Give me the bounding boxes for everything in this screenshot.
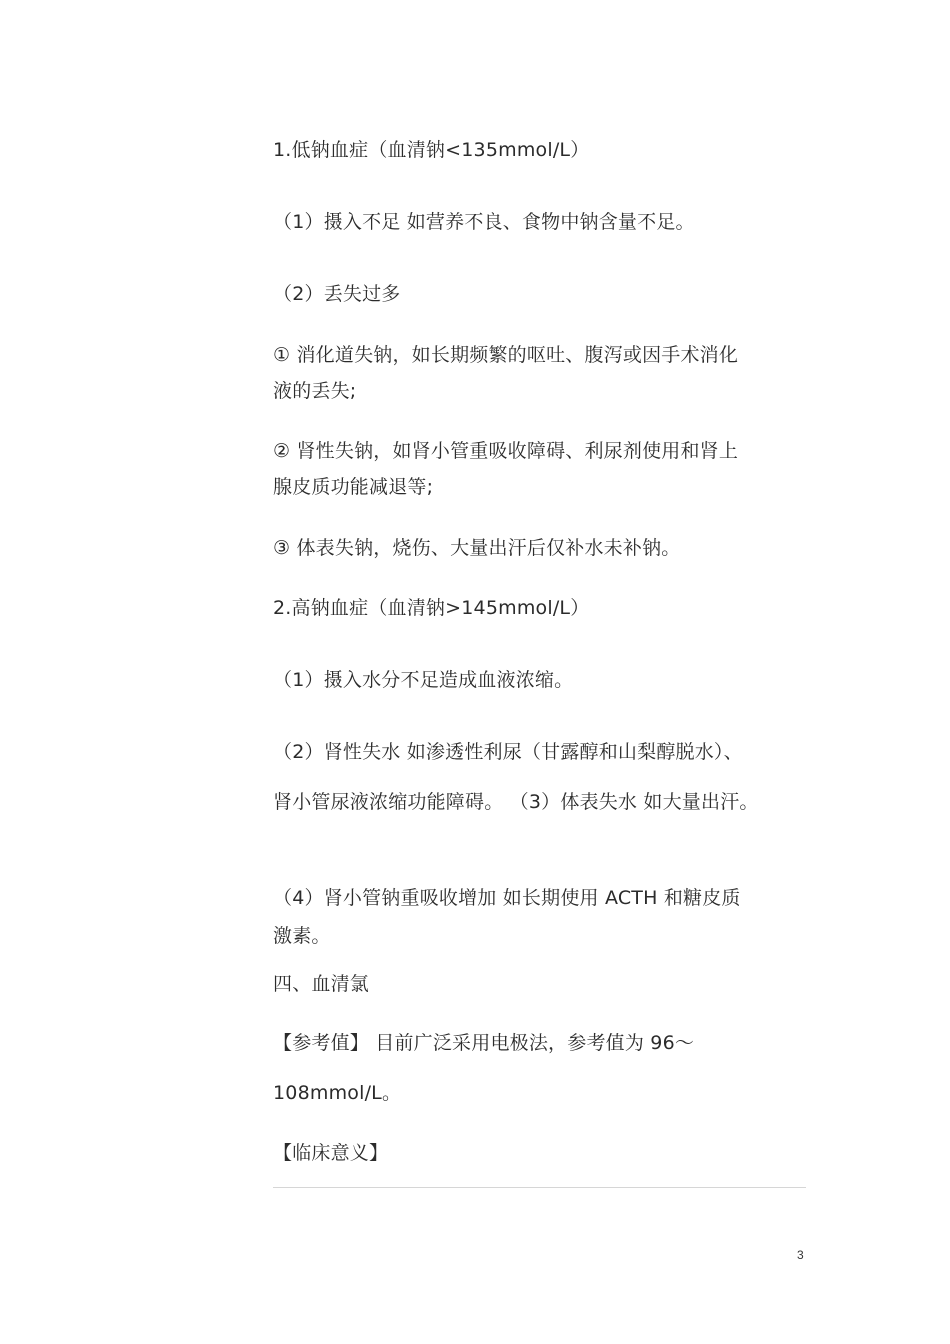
text-line: 液的丢失; <box>273 380 357 402</box>
text-line: （2）肾性失水 如渗透性利尿（甘露醇和山梨醇脱水）、 <box>273 741 743 763</box>
text-line: ② 肾性失钠，如肾小管重吸收障碍、利尿剂使用和肾上 <box>273 440 739 462</box>
text-line: （2）丢失过多 <box>273 283 401 305</box>
text-line: 激素。 <box>273 925 331 947</box>
heading-hypernatremia: 2.高钠血症（血清钠>145mmol/L） <box>273 597 590 619</box>
footer-divider <box>273 1187 806 1188</box>
text-line: （1）摄入水分不足造成血液浓缩。 <box>273 669 574 691</box>
text-line: 腺皮质功能减退等; <box>273 476 434 498</box>
heading-hyponatremia: 1.低钠血症（血清钠<135mmol/L） <box>273 139 590 161</box>
text-line: 肾小管尿液浓缩功能障碍。 （3）体表失水 如大量出汗。 <box>273 791 759 813</box>
page-number: 3 <box>797 1248 804 1262</box>
reference-value-line: 108mmol/L。 <box>273 1082 402 1104</box>
text-line: （4）肾小管钠重吸收增加 如长期使用 ACTH 和糖皮质 <box>273 887 741 909</box>
reference-value-line: 【参考值】 目前广泛采用电极法，参考值为 96～ <box>273 1032 695 1054</box>
section-heading-serum-chloride: 四、血清氯 <box>273 973 370 995</box>
clinical-significance-heading: 【临床意义】 <box>273 1142 389 1164</box>
text-line: （1）摄入不足 如营养不良、食物中钠含量不足。 <box>273 211 695 233</box>
text-line: ① 消化道失钠，如长期频繁的呕吐、腹泻或因手术消化 <box>273 344 739 366</box>
text-line: ③ 体表失钠，烧伤、大量出汗后仅补水未补钠。 <box>273 537 681 559</box>
